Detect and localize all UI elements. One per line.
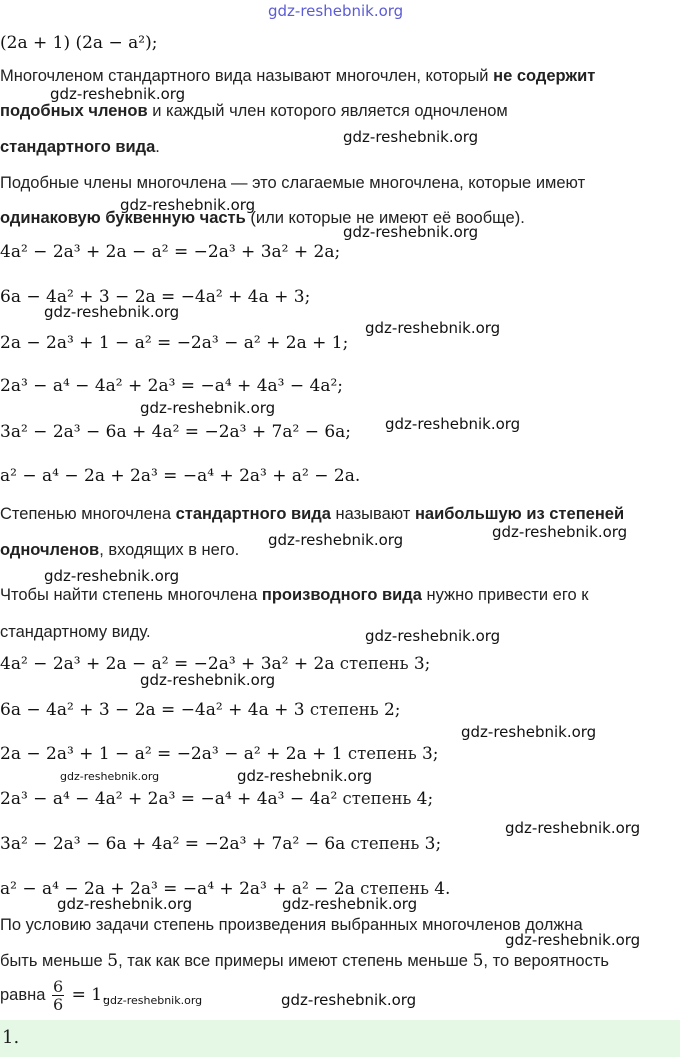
watermark: gdz-reshebnik.org [120, 196, 256, 214]
answer-text: 1. [2, 1027, 20, 1048]
equation-2: 6a − 4a² + 3 − 2a = −4a² + 4a + 3; [0, 287, 311, 307]
watermark: gdz-reshebnik.org [492, 523, 628, 541]
watermark: gdz-reshebnik.org [44, 567, 180, 585]
watermark: gdz-reshebnik.org [140, 399, 276, 417]
equation-3: 2a − 2a³ + 1 − a² = −2a³ − a² + 2a + 1; [0, 333, 349, 353]
def1-line1: Многочленом стандартного вида называют многочлен, который не содержит [0, 67, 596, 85]
equation-6: a² − a⁴ − 2a + 2a³ = −a⁴ + 2a³ + a² − 2a. [0, 466, 361, 486]
watermark: gdz-reshebnik.org [50, 85, 186, 103]
degree-equation-6: a² − a⁴ − 2a + 2a³ = −a⁴ + 2a³ + a² − 2a степень 4. [0, 879, 451, 899]
equation-1: 4a² − 2a³ + 2a − a² = −2a³ + 3a² + 2a; [0, 242, 341, 262]
degree-equation-5: 3a² − 2a³ − 6a + 4a² = −2a³ + 7a² − 6a степень 3; [0, 834, 442, 854]
watermark: gdz-reshebnik.org [385, 415, 521, 433]
watermark: gdz-reshebnik.org [505, 931, 641, 949]
degree-equation-2: 6a − 4a² + 3 − 2a = −4a² + 4a + 3 степень 2; [0, 700, 401, 720]
equation-5: 3a² − 2a³ − 6a + 4a² = −2a³ + 7a² − 6a; [0, 422, 352, 442]
watermark: gdz-reshebnik.org [103, 994, 203, 1007]
watermark: gdz-reshebnik.org [281, 991, 417, 1009]
degree-equation-3: 2a − 2a³ + 1 − a² = −2a³ − a² + 2a + 1 степень 3; [0, 744, 439, 764]
def1-line2: подобных членов и каждый член которого является одночленом [0, 102, 508, 120]
def3-line2: одночленов, входящих в него. [0, 541, 240, 559]
def2-line1: Подобные члены многочлена — это слагаемые многочлена, которые имеют [0, 174, 586, 192]
watermark: gdz-reshebnik.org [343, 223, 479, 241]
watermark: gdz-reshebnik.org [140, 671, 276, 689]
watermark: gdz-reshebnik.org [60, 770, 160, 783]
watermark: gdz-reshebnik.org [365, 627, 501, 645]
watermark: gdz-reshebnik.org [282, 895, 418, 913]
watermark: gdz-reshebnik.org [237, 767, 373, 785]
def3-line1: Степенью многочлена стандартного вида называют наибольшую из степеней [0, 505, 625, 523]
def1-line3: стандартного вида. [0, 138, 160, 156]
equation-4: 2a³ − a⁴ − 4a² + 2a³ = −a⁴ + 4a³ − 4a²; [0, 376, 344, 396]
degree-equation-4: 2a³ − a⁴ − 4a² + 2a³ = −a⁴ + 4a³ − 4a² степень 4; [0, 789, 434, 809]
fraction: $\frac{6}{6}$ [53, 977, 64, 1014]
watermark-top: gdz-reshebnik.org [268, 2, 404, 20]
watermark: gdz-reshebnik.org [505, 819, 641, 837]
watermark: gdz-reshebnik.org [57, 895, 193, 913]
math-line-product: (2a + 1) (2a − a²); [0, 33, 158, 53]
conclusion-line2: быть меньше 5, так как все примеры имеют степень меньше 5, то вероятность [0, 951, 610, 971]
watermark: gdz-reshebnik.org [268, 531, 404, 549]
watermark: gdz-reshebnik.org [365, 319, 501, 337]
conclusion-line1: По условию задачи степень произведения выбранных многочленов должна [0, 916, 583, 934]
watermark: gdz-reshebnik.org [461, 723, 597, 741]
def4-line2: стандартному виду. [0, 623, 151, 641]
conclusion-line3: равна $\frac{6}{6}$ = 1. [0, 977, 108, 1014]
watermark: gdz-reshebnik.org [343, 128, 479, 146]
def2-line2: одинаковую буквенную часть (или которые не имеют её вообще). [0, 209, 525, 227]
watermark: gdz-reshebnik.org [44, 303, 180, 321]
degree-equation-1: 4a² − 2a³ + 2a − a² = −2a³ + 3a² + 2a степень 3; [0, 654, 431, 674]
def4-line1: Чтобы найти степень многочлена производного вида нужно привести его к [0, 586, 589, 604]
answer-bar [0, 1020, 680, 1057]
